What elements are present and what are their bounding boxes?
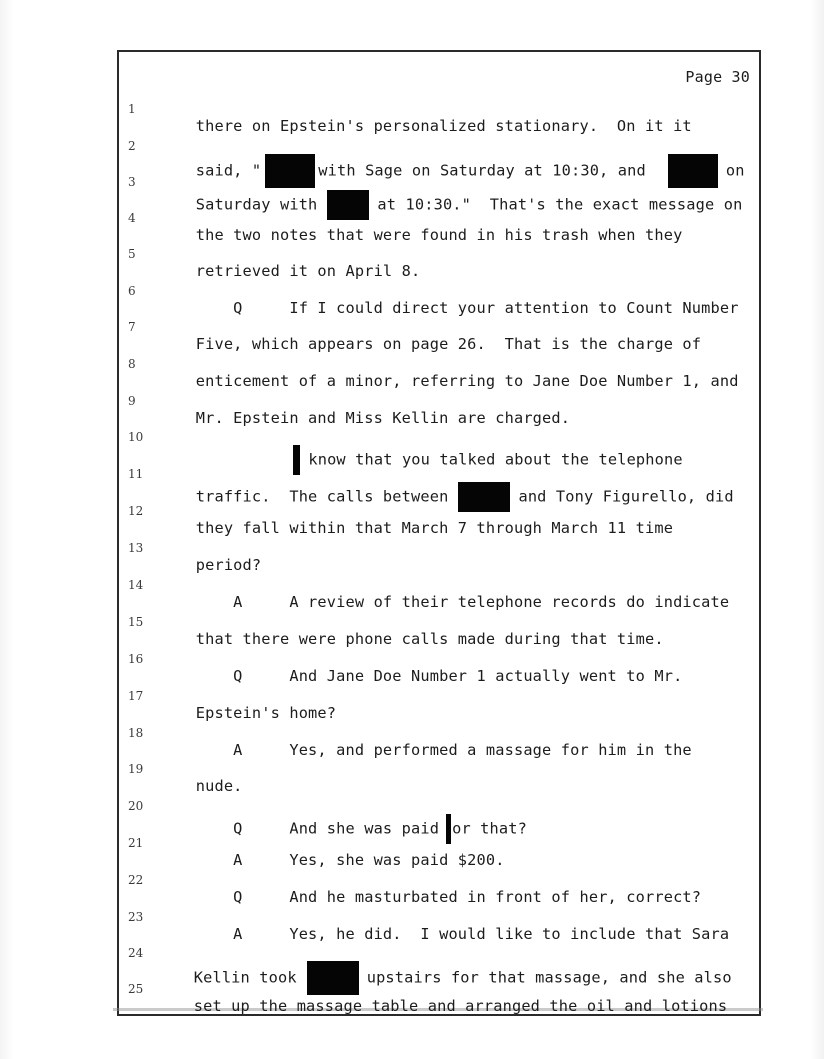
line-number: 17 xyxy=(128,689,144,703)
line-number: 6 xyxy=(128,284,136,298)
line-text: A Yes, and performed a massage for him in the xyxy=(195,741,692,759)
transcript-line xyxy=(177,907,729,943)
line-text: traffic. The calls between xyxy=(195,487,449,506)
transcript-line xyxy=(177,759,243,795)
line-text: Mr. Epstein and Miss Kellin are charged. xyxy=(195,409,571,427)
line-text: Q And Jane Doe Number 1 actually went to Mr. xyxy=(195,667,683,685)
transcript-line xyxy=(177,870,701,906)
line-text: Q And she was paid xyxy=(195,819,440,838)
line-number: 14 xyxy=(128,578,144,592)
line-text: enticement of a minor, referring to Jane Doe Number 1, and xyxy=(195,372,739,390)
transcript-line xyxy=(177,501,673,537)
transcript-line xyxy=(175,979,727,1015)
line-text: A Yes, she was paid $200. xyxy=(195,851,505,869)
transcript-line xyxy=(177,354,739,390)
line-text: that there were phone calls made during that time. xyxy=(195,630,664,648)
line-text: Kellin took xyxy=(193,968,297,987)
line-number: 21 xyxy=(128,836,144,850)
line-number: 24 xyxy=(128,946,144,960)
line-number: 23 xyxy=(128,910,144,924)
line-text: Saturday with xyxy=(195,195,318,214)
line-text: Q If I could direct your attention to Count Number xyxy=(195,299,739,317)
transcript-line xyxy=(177,686,336,722)
line-text: Epstein's home? xyxy=(195,704,337,722)
line-number: 8 xyxy=(128,357,136,371)
line-number: 3 xyxy=(128,175,136,189)
line-number: 9 xyxy=(128,394,136,408)
transcript-line xyxy=(177,575,729,611)
line-number: 18 xyxy=(128,726,144,740)
line-text: set up the massage table and arranged the oil and lotions xyxy=(193,997,728,1015)
line-text: nude. xyxy=(195,777,243,795)
line-number: 5 xyxy=(128,247,136,261)
line-text: with Sage on Saturday at 10:30, and xyxy=(318,161,646,180)
transcript-line xyxy=(177,317,701,353)
line-number: 10 xyxy=(128,430,144,444)
transcript-line xyxy=(177,244,420,280)
line-number: 25 xyxy=(128,982,144,996)
line-text: and Tony Figurello, did xyxy=(518,487,734,506)
line-number: 1 xyxy=(128,102,136,116)
line-text: at 10:30." That's the exact message on xyxy=(377,195,743,214)
transcript-line xyxy=(177,723,692,759)
line-number: 12 xyxy=(128,504,144,518)
transcript-line xyxy=(177,208,682,244)
line-number: 4 xyxy=(128,211,136,225)
line-number: 13 xyxy=(128,541,144,555)
line-text: period? xyxy=(195,556,262,574)
transcript-line xyxy=(177,391,570,427)
transcript-line xyxy=(177,833,505,869)
line-text: Q And he masturbated in front of her, correct? xyxy=(195,888,702,906)
line-text: know that you talked about the telephone xyxy=(308,450,683,469)
line-number: 11 xyxy=(128,467,144,481)
line-text: or that? xyxy=(452,819,527,838)
line-text: the two notes that were found in his trash when they xyxy=(195,226,683,244)
line-text: Five, which appears on page 26. That is the charge of xyxy=(195,335,702,353)
line-number: 16 xyxy=(128,652,144,666)
line-text: on xyxy=(725,161,745,180)
line-number: 20 xyxy=(128,799,144,813)
line-text: A Yes, he did. I would like to include that Sara xyxy=(195,925,730,943)
line-text: there on Epstein's personalized stationary. On it it xyxy=(195,117,692,135)
line-text: upstairs for that massage, and she also xyxy=(366,968,732,987)
transcript-line xyxy=(177,649,682,685)
transcript-line xyxy=(177,612,664,648)
transcript-line xyxy=(177,99,692,135)
transcript-line xyxy=(177,538,261,574)
line-text: said, " xyxy=(195,161,262,180)
line-number: 2 xyxy=(128,139,136,153)
line-text: retrieved it on April 8. xyxy=(195,262,421,280)
line-text: they fall within that March 7 through March 11 time xyxy=(195,519,674,537)
page-number: Page 30 xyxy=(685,68,750,86)
transcript-line xyxy=(177,281,739,317)
line-number: 19 xyxy=(128,762,144,776)
line-number: 15 xyxy=(128,615,144,629)
line-text: A A review of their telephone records do indicate xyxy=(195,593,730,611)
line-number: 22 xyxy=(128,873,144,887)
line-number: 7 xyxy=(128,320,136,334)
